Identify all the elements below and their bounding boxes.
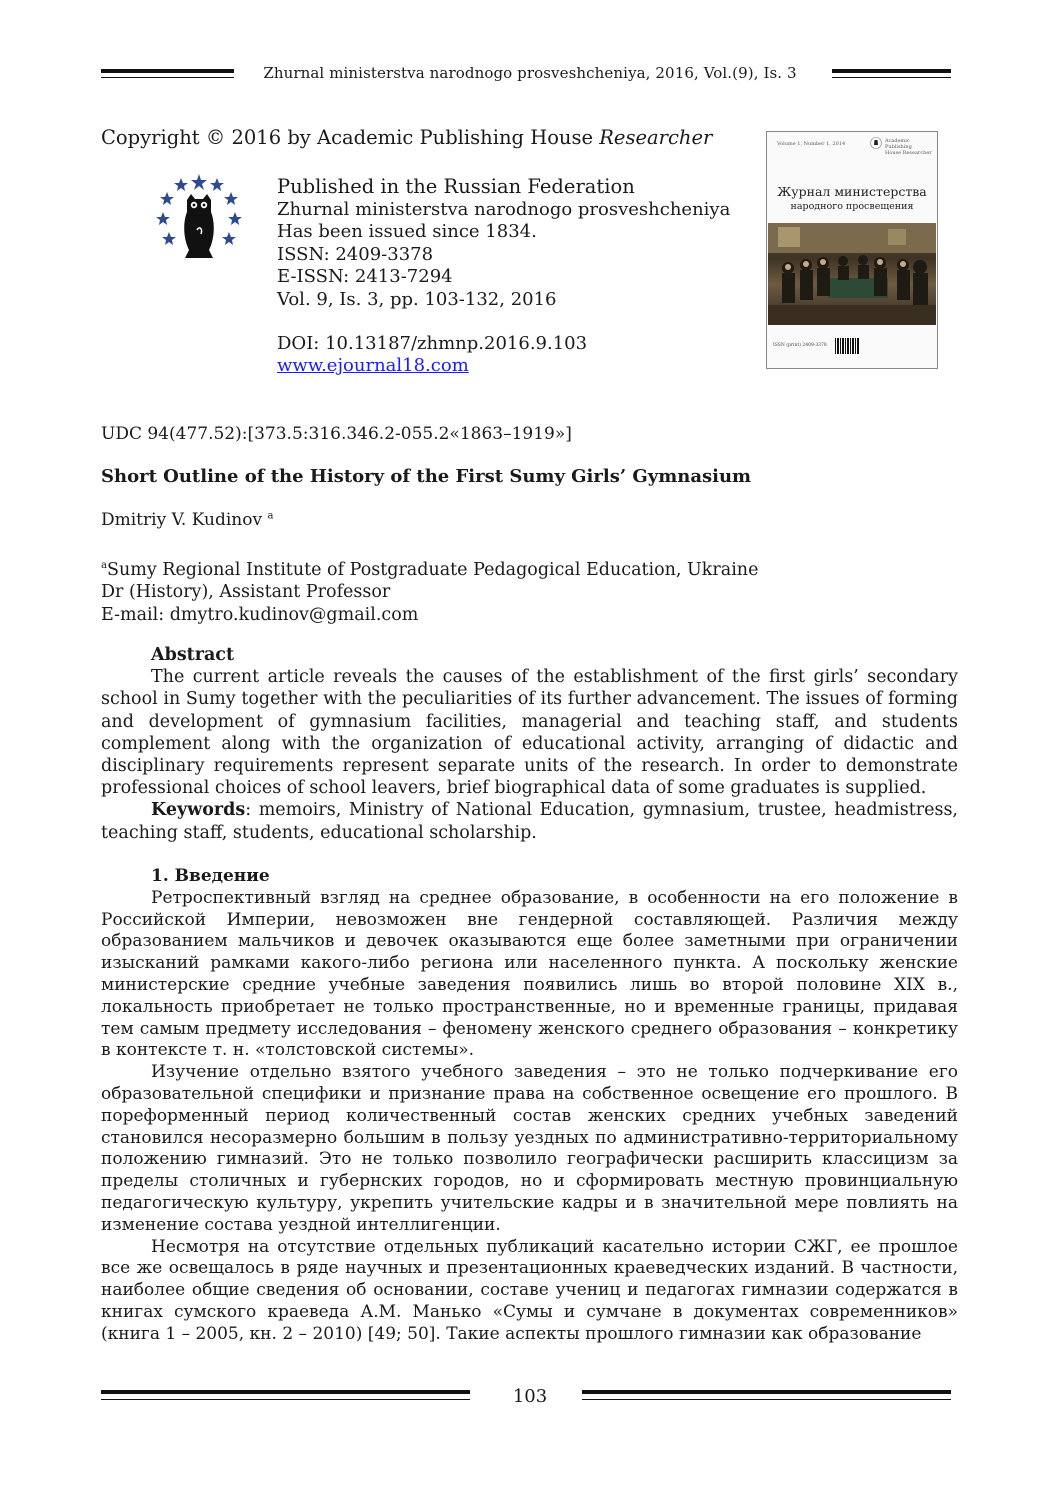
owl-logo-icon	[153, 172, 245, 264]
page-number: 103	[512, 1386, 548, 1407]
issued-since: Has been issued since 1834.	[277, 221, 537, 242]
introduction-section	[101, 866, 958, 1346]
article-title: Short Outline of the History of the First Sumy Girls’ Gymnasium	[101, 466, 752, 487]
e-issn: E-ISSN: 2413-7294	[277, 266, 453, 287]
affiliation-block	[101, 555, 758, 626]
affiliation-mark: a	[101, 560, 107, 571]
issn: ISSN: 2409-3378	[277, 243, 434, 265]
cover-issn: ISSN (print) 2409-3378	[773, 343, 827, 348]
author-position: Dr (History), Assistant Professor	[101, 582, 391, 603]
footer-rule-left-thin	[101, 1399, 470, 1400]
journal-cover	[766, 131, 938, 369]
introduction-paragraph-1: Ретроспективный взгляд на среднее образование, в особенности на его положение в Российской Империи, невозможен вне гендерной составляющей. Различия между образованием мальчиков и девочек оказываются еще более заметными при ограничении изысканий рамками какого-либо региона или населенного пункта. А поскольку женские министерские средние учебные заведения появились лишь во второй половине XIX в., локальность приобретает не только пространственные, но и временные границы, придавая тем самым предмету исследования – феномену женского среднего образования – конкретику в контексте т. н. «толстовской системы».	[101, 887, 958, 1061]
abstract-heading: Abstract	[151, 645, 235, 665]
keywords-label: Keywords	[151, 800, 246, 821]
author: Dmitriy V. Kudinov $^a$	[101, 510, 274, 530]
publisher-name: Researcher	[599, 126, 713, 149]
author-email: E-mail: dmytro.kudinov@gmail.com	[101, 604, 419, 625]
author-affiliation-mark: a	[267, 510, 274, 522]
publication-info	[277, 176, 747, 311]
introduction-heading: 1. Введение	[151, 866, 270, 886]
cover-barcode	[835, 338, 859, 354]
header-rule-right-thick	[832, 69, 951, 73]
cover-logo-icon	[870, 137, 882, 149]
footer-rule-left-thick	[101, 1390, 470, 1394]
abstract-section	[101, 644, 958, 844]
journal-name: Zhurnal ministerstva narodnogo prosveshcheniya	[277, 198, 731, 220]
keywords: Keywords: memoirs, Ministry of National Education, gymnasium, trustee, headmistress, teaching staff, students, educational scholarship.	[101, 800, 958, 843]
header-rule-left-thick	[101, 69, 234, 73]
journal-link[interactable]: www.ejournal18.com	[277, 355, 469, 376]
abstract-text: The current article reveals the causes of the establishment of the first girls’ secondary school in Sumy together with the peculiarities of its further advancement. The issues of forming and development of gymnasium facilities, managerial and teaching staff, and students complement along with the organization of educational activity, arranging of didactic and disciplinary requirements represent separate units of the research. In order to demonstrate professional choices of school leavers, brief biographical data of some graduates is supplied.	[101, 667, 958, 799]
udc-code: UDC 94(477.52):[373.5:316.346.2-055.2«1863–1919»]	[101, 424, 572, 444]
volume-info: Vol. 9, Is. 3, pp. 103-132, 2016	[277, 288, 557, 310]
header-rule-left-thin	[101, 77, 234, 78]
cover-title: Журнал министерства народного просвещения	[777, 184, 927, 212]
footer-rule-right-thin	[582, 1399, 951, 1400]
cover-publisher: Academic Publishing House Researcher	[885, 138, 932, 156]
introduction-paragraph-2: Изучение отдельно взятого учебного заведения – это не только подчеркивание его образовательной специфики и признание права на собственное освещение его прошлого. В пореформенный период количественный состав женских средних учебных заведений становился несоразмерно большим в пользу уездных по административно-территориальному положению гимназий. Это не только позволило географически расширить классицизм за пределы столичных и губернских городов, но и сформировать местную провинциальную педагогическую культуру, укрепить учительские кадры и в значительной мере повлиять на изменение состава уездной интеллигенции.	[101, 1062, 958, 1235]
affiliation: Sumy Regional Institute of Postgraduate Pedagogical Education, Ukraine	[106, 559, 759, 580]
cover-volume: Volume 1, Number 1, 2014	[777, 141, 846, 147]
running-head: Zhurnal ministerstva narodnogo prosveshcheniya, 2016, Vol.(9), Is. 3	[263, 64, 797, 82]
doi: DOI: 10.13187/zhmnp.2016.9.103	[277, 333, 588, 354]
published-in: Published in the Russian Federation	[277, 175, 635, 198]
footer-rule-right-thick	[582, 1390, 951, 1394]
copyright-line: Copyright © 2016 by Academic Publishing House Researcher	[101, 126, 713, 149]
header-rule-right-thin	[832, 77, 951, 78]
doi-block	[277, 333, 587, 377]
introduction-paragraph-3: Несмотря на отсутствие отдельных публикаций касательно истории СЖГ, ее прошлое все же освещалось в ряде научных и презентационных краеведческих изданий. В частности, наиболее общие сведения об основании, составе учениц и педагогах гимназии содержатся в книгах сумского краеведа А.М. Манько «Сумы и сумчане в документах современников» (книга 1 – 2005, кн. 2 – 2010) [49; 50]. Такие аспекты прошлого гимназии как образование	[101, 1236, 958, 1344]
cover-painting	[768, 223, 936, 325]
